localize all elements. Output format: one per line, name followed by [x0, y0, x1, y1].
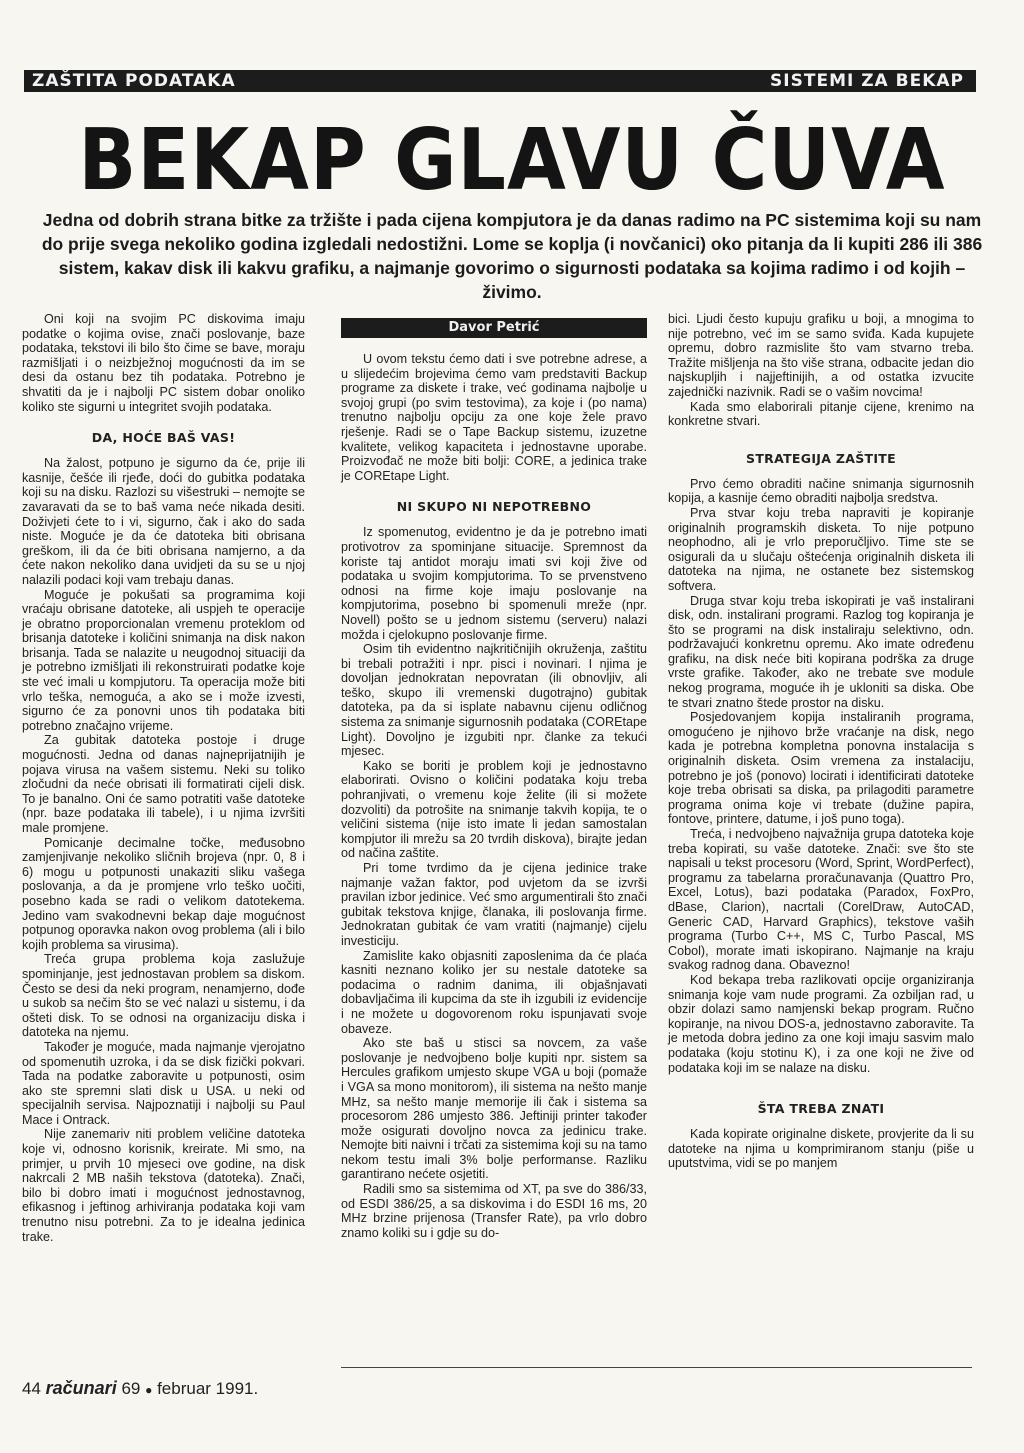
- paragraph: Pomicanje decimalne točke, međusobno zamjenjivanje nekoliko sličnih brojeva (npr. 0, 8 i 6) mogu u potpunosti unakaziti sliku vašega poslovanja, a da je promjene vrlo teško uočiti, posebno kada se radi o velikom datotekema. Jedino vam svakodnevni bekap daje mogućnost potpunog oporavka nakon ovog problema (ali i bilo kojih problema sa virusima).: [22, 835, 305, 952]
- paragraph: Nije zanemariv niti problem veličine datoteka koje vi, odnosno korisnik, kreirate. Mi smo, na primjer, u prvih 10 mjeseci ove godine, na disk nakrcali 2 MB naših tekstova (datoteka). Znači, bilo bi dobro imati i mogućnost jednostavnog, efikasnog i jeftinog arhiviranja podataka koji vam trenutno nisu potrebni. Za to je idealna jedinica trake.: [22, 1127, 305, 1244]
- paragraph: Na žalost, potpuno je sigurno da će, prije ili kasnije, češće ili rjeđe, doći do gubitka podataka koji su na disku. Razlozi su višestruki – nemojte se zavaravati da se to baš vama neće nikada desiti. Doživjeti ćete to i vi, sigurno, čak i ako do sada niste. Moguće je da će datoteka biti obrisana greškom, ili da će biti obrisana namjerno, a da ćete nakon nekoliko dana uvidjeti da su se u njoj nalazili podaci koji vam trebaju danas.: [22, 456, 305, 587]
- paragraph: Kako se boriti je problem koji je jednostavno elaborirati. Ovisno o količini podataka koju treba pohranjivati, o vremenu koje želite (ili si možete dozvoliti) da potrošite na snimanje takvih kopija, te o veličini sistema (nije isto imate li jedan samostalan kompjutor ili mrežu sa 20 tvrdih diskova), birajte jedan od načina zaštite.: [341, 758, 647, 861]
- column-2: [341, 312, 647, 1240]
- paragraph: Osim tih evidentno najkritičnijih okruženja, zaštitu bi trebali potražiti i npr. pisci i novinari. I njima je dovoljan jednokratan nepovratan (ili obnovljiv, ali teško, skupo ili vremenski dugotrajno) gubitak datoteka, pa da si isplate nabavnu cijenu odličnog sistema za snimanje sigurnosnih podataka (COREtape Light). Dovoljno je izgubiti npr. članke za tekući mjesec.: [341, 642, 647, 759]
- paragraph: bici. Ljudi često kupuju grafiku u boji, a mnogima to nije potrebno, već im se samo sviđa. Kada kupujete opremu, dobro razmislite što vam stvarno treba. Tražite mišljenja na što više strana, odbacite jedan dio najskupljih i najjeftinijih, a od ostatka izvucite zajednički nazivnik. Radi se o vašim novcima!: [668, 312, 974, 399]
- issue-number: 69: [121, 1379, 141, 1398]
- paragraph: Kada smo elaborirali pitanje cijene, krenimo na konkretne stvari.: [668, 399, 974, 429]
- column-3: [668, 312, 974, 1171]
- paragraph: Također je moguće, mada najmanje vjerojatno od spomenutih uzroka, i da se disk fizički pokvari. Tada na podatke zaboravite u potpunosti, osim ako ste spremni slati disk u USA. u neki od specijalnih servisa. Najpoznatiji i najbolji su Paul Mace i Ontrack.: [22, 1039, 305, 1127]
- paragraph: U ovom tekstu ćemo dati i sve potrebne adrese, a u slijedećim brojevima ćemo vam predstaviti Backup programe za diskete i trake, već godinama najbolje u svojoj grupi (po svim testovima), za koje i (po nama) trenutno najbolju opciju za one koje žele pravo rješenje. Radi se o Tape Backup sistemu, izuzetne kvalitete, velikog kapaciteta i jednostavne uporabe. Proizvođač ne može biti bolji: CORE, a jedinica trake je COREtape Light.: [341, 352, 647, 483]
- paragraph: Iz spomenutog, evidentno je da je potrebno imati protivotrov za spominjane situacije. Spremnost da koriste taj antidot moraju imati svi koji žive od podataka u svojim kompjutorima. To se prvenstveno odnosi na firme koje imaju poslovanje na kompjutorima, posebno bi spomenuli mreže (npr. Novell) pošto se u jednom sistemu (serveru) nalazi možda i cjelokupno poslovanje firme.: [341, 525, 647, 642]
- subheading: NI SKUPO NI NEPOTREBNO: [396, 499, 592, 515]
- paragraph: Prva stvar koju treba napraviti je kopiranje originalnih programskih disketa. To nije potpuno neophodno, ali je vrlo preporučljivo. Time ste se osigurali da u slučaju oštećenja originalnih disketa ili datoteka na njima, ne ostanete bez sistemskog softvera.: [668, 505, 974, 593]
- page-footer: [22, 1377, 258, 1401]
- section-header-bar: [24, 70, 976, 92]
- section-label: ZAŠTITA PODATAKA: [32, 71, 236, 91]
- subheading: ŠTA TREBA ZNATI: [757, 1101, 885, 1117]
- column-1: [22, 312, 305, 1244]
- subheading: STRATEGIJA ZAŠTITE: [746, 450, 896, 466]
- paragraph: Radili smo sa sistemima od XT, pa sve do 386/33, od ESDI 386/25, a sa diskovima i do ESDI 16 ms, 20 MHz brzine prijenosa (Transfer Rate), pa vrlo dobro znamo koliki su i gdje su do-: [341, 1182, 647, 1240]
- paragraph: Treća, i nedvojbeno najvažnija grupa datoteka koje treba kopirati, su vaše datoteke. Znači: sve što ste napisali u tekst procesoru (Word, Sprint, WordPerfect), programu za tabelarna proračunavanja (Quattro Pro, Excel, Lotus), bazi podataka (Paradox, FoxPro, dBase, Clarion), nacrtali (CorelDraw, AutoCAD, Generic CAD, Harvard Graphics), tekstove vaših programa (Turbo C++, MS C, Turbo Pascal, MS Cobol), morate imati iskopirano. Najmanje na kraju svakog radnog dana. Obavezno!: [668, 827, 974, 973]
- paragraph: Kada kopirate originalne diskete, provjerite da li su datoteke na njima u komprimiranom stanju (piše u uputstvima, vidi se po manjem: [668, 1127, 974, 1171]
- paragraph: Posjedovanjem kopija instaliranih programa, omogućeno je njihovo brže vraćanje na disk, nego kada je potrebna kompletna ponovna instalacija s originalnih disketa. Osim vremena za instalaciju, potrebno je još (ponovo) locirati i identificirati datoteke koje treba obrisati sa diska, pa prilagoditi parametre programa onima koje vi trebate (dužine papira, fontove, printere, datume, i još puno toga).: [668, 710, 974, 827]
- footer-rule: [341, 1367, 972, 1368]
- page-number: 44: [22, 1379, 41, 1398]
- issue-date: februar 1991.: [157, 1379, 259, 1398]
- paragraph: Ako ste baš u stisci sa novcem, za vaše poslovanje je nedvojbeno bolje kupiti npr. sistem sa Hercules grafikom umjesto skupe VGA u boji (pomaže i VGA sa mono monitorom), ili sistema na nešto manje MHz, sa nešto manje memorije ili čak i sistema sa procesorom 286 umjesto 386. Jeftiniji printer također može osigurati dovoljno novca za jedinicu trake. Nemojte biti naivni i trčati za sistemima koji su na tamo nekom testu imali 3% bolje performanse. Razliku garantirano nećete osjetiti.: [341, 1036, 647, 1182]
- paragraph: Druga stvar koju treba iskopirati je vaš instalirani disk, odn. instalirani programi. Razlog tog kopiranja je što se programi na disk instaliraju selektivno, odn. podržavajući konkretnu opremu. Ako imate određenu grafiku, na disk neće biti kopirana podrška za druge vrste grafike. Također, ako ne trebate sve module nekog programa, moguće ih je ukloniti sa diska. Obe te stvari znatno štede prostor na disku.: [668, 593, 974, 710]
- paragraph: Pri tome tvrdimo da je cijena jedinice trake najmanje važan faktor, pod uvjetom da se izvrši pravilan izbor jedinice. Već smo argumentirali što znači gubitak tekstova knjige, članaka, ili poslovanja firme. Jednokratan gubitak će vam vratiti (najmanje) cijelu investiciju.: [341, 861, 647, 948]
- author-byline: Davor Petrić: [341, 318, 647, 338]
- paragraph: Moguće je pokušati sa programima koji vraćaju obrisane datoteke, ali uspjeh te operacije je obratno proporcionalan vremenu proteklom od brisanja datoteke i količini snimanja na disk nakon brisanja. Tada se nalazite u neugodnoj situaciji da je potrebno izmišljati ili rekonstruirati podatke koje ste već imali u kompjutoru. Ta operacija može biti vrlo teška, nemoguća, a ako se i može izvesti, sigurno će za ponovni unos tih podataka biti potrebno značajno vrijeme.: [22, 587, 305, 733]
- paragraph: Oni koji na svojim PC diskovima imaju podatke o kojima ovise, znači poslovanje, baze podataka, tekstovi ili bilo što čime se bave, moraju razmišljati i o neizbježnoj mogućnosti da im se desi da ostanu bez tih podataka. Potrebno je shvatiti da je i najbolji PC sistem dobar onoliko koliko ste sigurni u integritet svojih podataka.: [22, 312, 305, 414]
- paragraph: Za gubitak datoteka postoje i druge mogućnosti. Jedna od danas najneprijatnijih je pojava virusa na vašem sistemu. Neki su toliko zločudni da neće obrisati ili formatirati cijeli disk. To je banalno. Oni će samo potratiti vaše datoteke (npr. baze podataka ili tabele), i u njima izvršiti male promjene.: [22, 733, 305, 835]
- article-lead: Jedna od dobrih strana bitke za tržište i pada cijena kompjutora je da danas radimo na PC sistemima koji su nam do prije svega nekoliko godina izgledali nedostižni. Lome se koplja (i novčanici) oko pitanja da li kupiti 286 ili 386 sistem, kakav disk ili kakvu grafiku, a najmanje govorimo o sigurnosti podataka sa kojima radimo i od kojih – živimo.: [41, 210, 983, 302]
- bullet-separator: ●: [145, 1383, 153, 1397]
- topic-label: SISTEMI ZA BEKAP: [770, 71, 964, 91]
- paragraph: Prvo ćemo obraditi načine snimanja sigurnosnih kopija, a kasnije ćemo obraditi najbolja sredstva.: [668, 476, 974, 506]
- article-title: BEKAP GLAVU ČUVA: [78, 109, 946, 210]
- paragraph: Treća grupa problema koja zaslužuje spominjanje, jest jednostavan problem sa diskom. Često se desi da neki program, nenamjerno, dođe u sukob sa nečim što se već nalazi u sistemu, i da ošteti disk. To se odnosi na organizaciju diska i datoteka na njemu.: [22, 952, 305, 1040]
- paragraph: Kod bekapa treba razlikovati opcije organiziranja snimanja koje vam nude programi. Za ozbiljan rad, u obzir dolazi samo namjenski bekap program. Ručno kopiranje, na nivou DOS-a, jednostavno zaboravite. Ta je metoda dobra jedino za one koji imaju sasvim malo podataka (koju stotinu K), i za one koji ne žive od podataka koji im se nalaze na disku.: [668, 972, 974, 1075]
- paragraph: Zamislite kako objasniti zaposlenima da će plaća kasniti neznano koliko jer su nestale datoteke sa podacima o radnim danima, ili objašnjavati dobavljačima ili kupcima da ste ih izgubili iz evidencije i ne možete u dogovorenom roku ispunjavati svoje obaveze.: [341, 948, 647, 1036]
- subheading: DA, HOĆE BAŠ VAS!: [91, 430, 236, 446]
- magazine-name: računari: [45, 1378, 117, 1398]
